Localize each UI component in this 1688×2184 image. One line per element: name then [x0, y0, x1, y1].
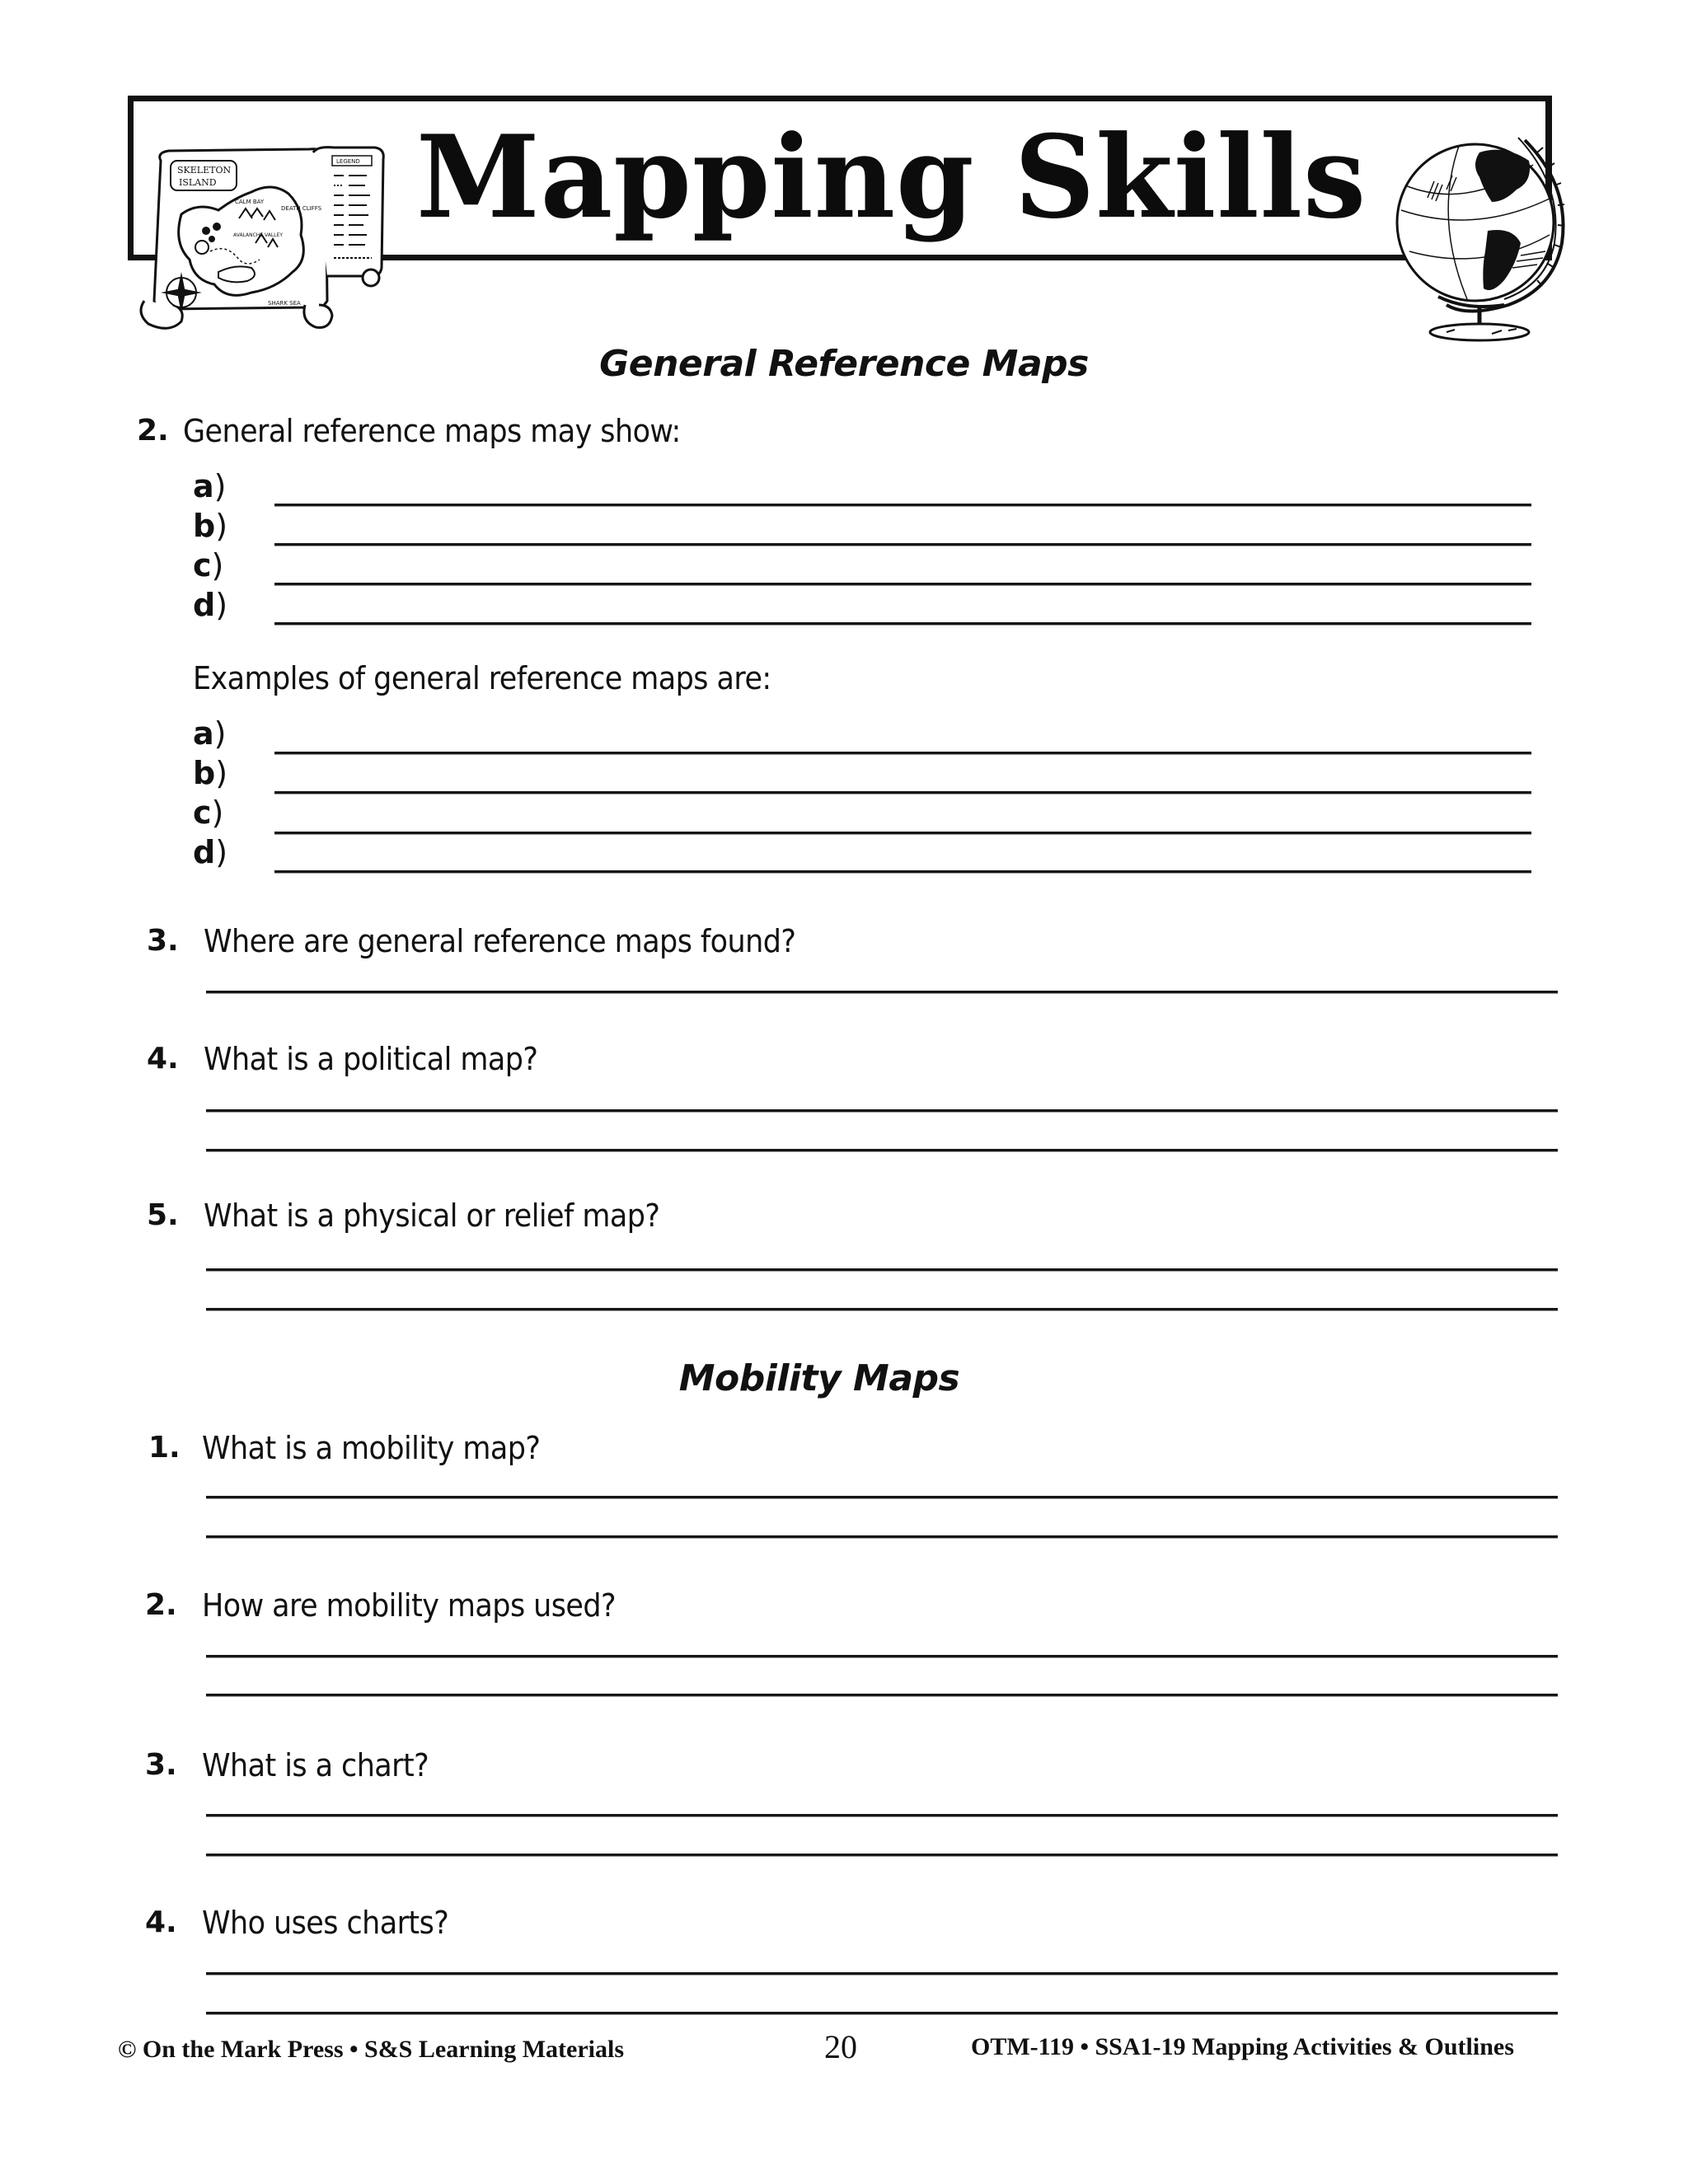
scroll-map-title-line1: SKELETON [177, 165, 232, 176]
question-number: 4. [145, 1905, 177, 1939]
answer-line[interactable] [206, 1854, 1558, 1856]
answer-line[interactable] [206, 1109, 1558, 1112]
answer-line[interactable] [206, 1814, 1558, 1816]
footer-product-code: OTM-119 • SSA1-19 Mapping Activities & Outlines [971, 2033, 1514, 2060]
question-text: What is a physical or relief map? [204, 1197, 660, 1234]
scroll-map-title-line2: ISLAND [179, 177, 217, 188]
question-text: What is a mobility map? [202, 1430, 541, 1466]
footer-copyright: © On the Mark Press • S&S Learning Materials [118, 2036, 624, 2063]
page-number: 20 [824, 2028, 857, 2065]
answer-line[interactable] [274, 504, 1531, 506]
question-number: 3. [147, 924, 179, 958]
question-number: 5. [147, 1198, 179, 1232]
example-label-d: d) [193, 834, 228, 870]
scroll-map-label: AVALANCHE VALLEY [233, 232, 283, 238]
page-title: Mapping Skills [416, 110, 1367, 244]
answer-line[interactable] [274, 752, 1531, 754]
answer-line[interactable] [206, 2012, 1558, 2014]
section-heading-general-reference-maps: General Reference Maps [599, 343, 1089, 385]
answer-line[interactable] [206, 1535, 1558, 1538]
answer-line[interactable] [206, 1655, 1558, 1657]
question-text: How are mobility maps used? [202, 1587, 617, 1624]
sub-item-label-b: b) [193, 508, 228, 544]
answer-line[interactable] [206, 1694, 1558, 1696]
sub-item-label-d: d) [193, 587, 228, 623]
scroll-map-label: DEATH CLIFFS [281, 205, 322, 212]
question-text: General reference maps may show: [183, 413, 681, 449]
sub-item-label-c: c) [193, 547, 224, 583]
question-number: 2. [145, 1588, 177, 1622]
answer-line[interactable] [206, 991, 1558, 993]
scroll-map-label: CALM BAY [235, 199, 265, 205]
example-label-a: a) [193, 715, 227, 752]
answer-line[interactable] [206, 1268, 1558, 1271]
example-label-b: b) [193, 755, 228, 791]
question-text: What is a political map? [204, 1041, 538, 1077]
globe-icon [1368, 120, 1566, 342]
scroll-map-label: SHARK SEA [268, 300, 301, 307]
answer-line[interactable] [274, 791, 1531, 794]
answer-line[interactable] [274, 832, 1531, 834]
question-number: 3. [145, 1748, 177, 1782]
answer-line[interactable] [274, 870, 1531, 873]
question-number: 4. [147, 1042, 179, 1076]
question-text: Who uses charts? [202, 1905, 449, 1941]
answer-line[interactable] [206, 1308, 1558, 1310]
question-number: 2. [137, 414, 169, 448]
example-label-c: c) [193, 794, 224, 831]
answer-line[interactable] [206, 1149, 1558, 1151]
answer-line[interactable] [274, 583, 1531, 585]
treasure-map-scroll-illustration [136, 136, 392, 338]
section-heading-mobility-maps: Mobility Maps [678, 1357, 960, 1399]
question-text: What is a chart? [202, 1747, 429, 1783]
sub-item-label-a: a) [193, 468, 227, 504]
answer-line[interactable] [274, 622, 1531, 625]
question-text: Where are general reference maps found? [204, 923, 796, 959]
answer-line[interactable] [274, 543, 1531, 546]
answer-line[interactable] [206, 1972, 1558, 1975]
question-number: 1. [148, 1431, 181, 1465]
scroll-map-legend-title: LEGEND [336, 158, 360, 165]
answer-line[interactable] [206, 1496, 1558, 1498]
question-text: Examples of general reference maps are: [193, 660, 771, 696]
